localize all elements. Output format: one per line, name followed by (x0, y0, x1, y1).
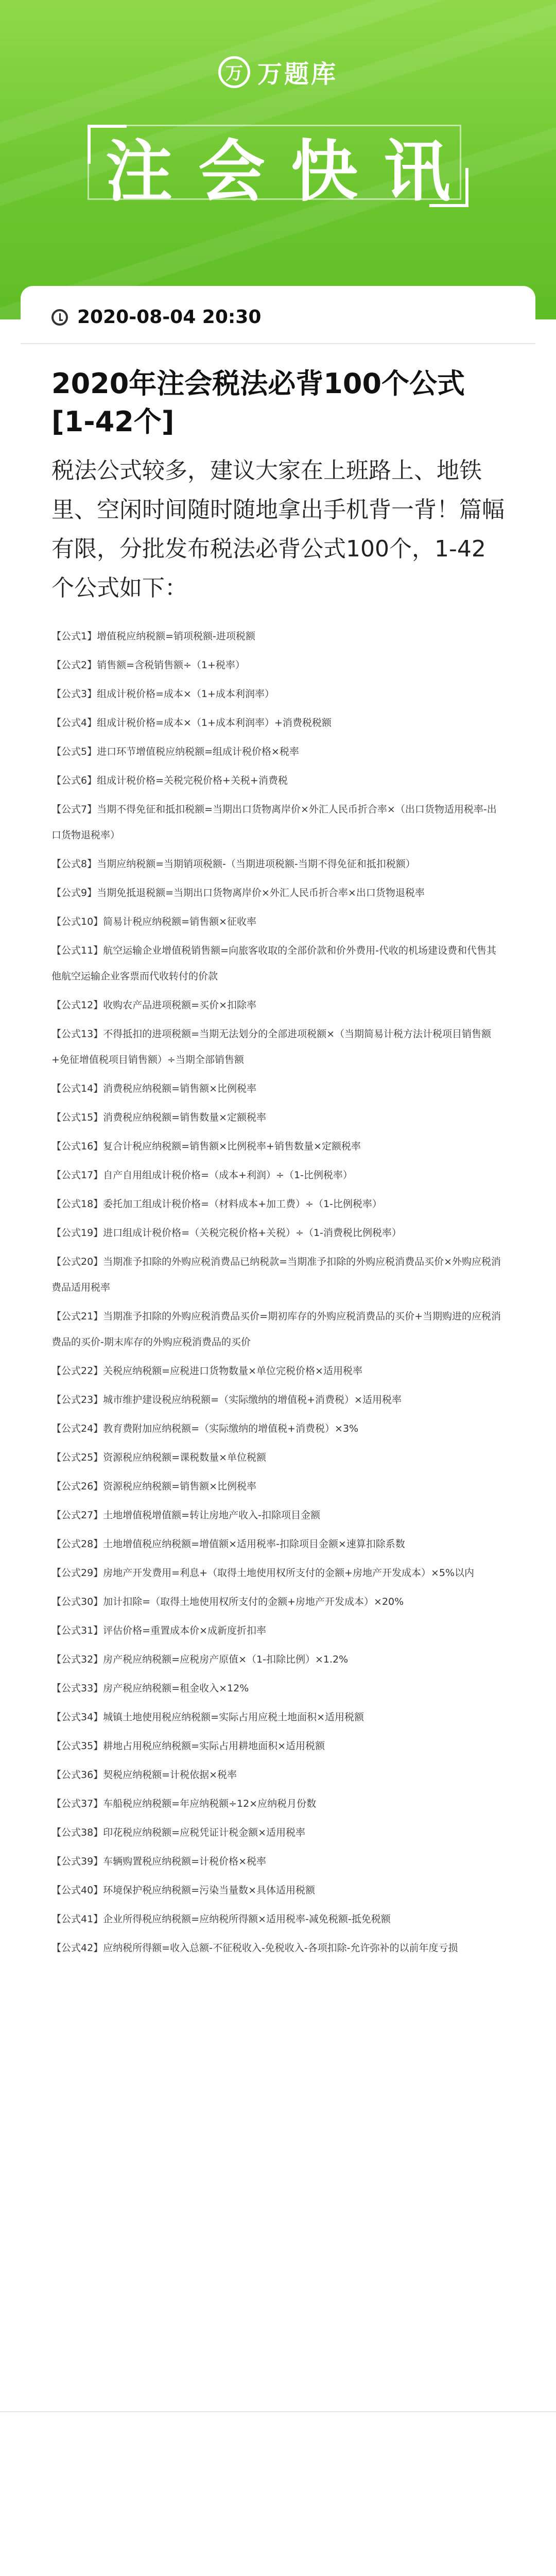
formula-item: 【公式17】自产自用组成计税价格=（成本+利润）÷（1-比例税率） (51, 1170, 353, 1181)
formula-item: 【公式36】契税应纳税额=计税依据×税率 (51, 1769, 237, 1781)
title-char: 讯 (383, 132, 450, 211)
formula-item: 【公式34】城镇土地使用税应纳税额=实际占用应税土地面积×适用税额 (51, 1711, 364, 1723)
formula-item: 【公式37】车船税应纳税额=年应纳税额÷12×应纳税月份数 (51, 1798, 317, 1809)
header-banner (0, 0, 556, 319)
formula-item: 【公式27】土地增值税增值额=转让房地产收入-扣除项目金额 (51, 1510, 320, 1521)
title-corner (429, 168, 468, 207)
formula-item: 【公式11】航空运输企业增值税销售额=向旅客收取的全部价款和价外费用-代收的机场建设费和代售其他航空运输企业客票而代收转付的价款 (51, 945, 496, 982)
formula-item: 【公式38】印花税应纳税额=应税凭证计税金额×适用税率 (51, 1827, 306, 1838)
publish-date: 2020-08-04 20:30 (77, 307, 262, 328)
formula-item: 【公式22】关税应纳税额=应税进口货物数量×单位完税价格×适用税率 (51, 1365, 362, 1377)
formula-item: 【公式18】委托加工组成计税价格=（材料成本+加工费）÷（1-比例税率） (51, 1198, 382, 1210)
formula-item: 【公式1】增值税应纳税额=销项税额-进项税额 (51, 631, 255, 642)
formula-item: 【公式20】当期准予扣除的外购应税消费品已纳税款=当期准予扣除的外购应税消费品买价×外购应税消费品适用税率 (51, 1256, 501, 1293)
formula-item: 【公式39】车辆购置税应纳税额=计税价格×税率 (51, 1856, 267, 1867)
formula-item: 【公式41】企业所得税应纳税额=应纳税所得额×适用税率-减免税额-抵免税额 (51, 1913, 391, 1925)
formula-item: 【公式21】当期准予扣除的外购应税消费品买价=期初库存的外购应税消费品的买价+当期购进的应税消费品的买价-期末库存的外购应税消费品的买价 (51, 1311, 501, 1348)
formula-item: 【公式7】当期不得免征和抵扣税额=当期出口货物离岸价×外汇人民币折合率×（出口货物适用税率-出口货物退税率） (51, 804, 497, 841)
article-card (21, 286, 535, 2576)
banner-title (93, 130, 463, 211)
title-corner (88, 125, 127, 164)
title-char: 快 (290, 132, 358, 211)
formula-item: 【公式16】复合计税应纳税额=销售额×比例税率+销售数量×定额税率 (51, 1141, 361, 1152)
formula-item: 【公式28】土地增值税应纳税额=增值额×适用税率-扣除项目金额×速算扣除系数 (51, 1538, 405, 1550)
footer-divider (0, 2411, 556, 2412)
formula-item: 【公式14】消费税应纳税额=销售额×比例税率 (51, 1083, 257, 1094)
formula-item: 【公式13】不得抵扣的进项税额=当期无法划分的全部进项税额×（当期简易计税方法计税项目销售额+免征增值税项目销售额）÷当期全部销售额 (51, 1028, 492, 1065)
formula-item: 【公式9】当期免抵退税额=当期出口货物离岸价×外汇人民币折合率×出口货物退税率 (51, 887, 425, 899)
formula-item: 【公式32】房产税应纳税额=应税房产原值×（1-扣除比例）×1.2% (51, 1654, 349, 1665)
title-char: 会 (198, 132, 265, 211)
formula-item: 【公式19】进口组成计税价格=（关税完税价格+关税）÷（1-消费税比例税率） (51, 1227, 402, 1239)
formula-item: 【公式12】收购农产品进项税额=买价×扣除率 (51, 999, 257, 1011)
logo-icon: 万 (218, 56, 250, 88)
article-title: 2020年注会税法必背100个公式[1-42个] (51, 367, 465, 438)
formula-item: 【公式6】组成计税价格=关税完税价格+关税+消费税 (51, 775, 288, 786)
formula-item: 【公式15】消费税应纳税额=销售数量×定额税率 (51, 1112, 267, 1123)
formula-item: 【公式3】组成计税价格=成本×（1+成本利润率） (51, 688, 274, 700)
formula-item: 【公式26】资源税应纳税额=销售额×比例税率 (51, 1481, 257, 1492)
formula-item: 【公式30】加计扣除=（取得土地使用权所支付的金额+房地产开发成本）×20% (51, 1596, 404, 1607)
formula-item: 【公式40】环境保护税应纳税额=污染当量数×具体适用税额 (51, 1885, 316, 1896)
formula-item: 【公式10】简易计税应纳税额=销售额×征收率 (51, 916, 257, 927)
formula-item: 【公式4】组成计税价格=成本×（1+成本利润率）+消费税税额 (51, 717, 332, 728)
header-logo (0, 54, 556, 90)
article-intro: 税法公式较多，建议大家在上班路上、地铁里、空闲时间随时随地拿出手机背一背！篇幅有限，分批发布税法必背公式100个，1-42个公式如下： (51, 457, 505, 601)
formula-list (21, 608, 535, 1961)
formula-item: 【公式29】房地产开发费用=利息+（取得土地使用权所支付的金额+房地产开发成本）×5%以内 (51, 1567, 475, 1579)
formula-item: 【公式35】耕地占用税应纳税额=实际占用耕地面积×适用税额 (51, 1740, 325, 1752)
formula-item: 【公式2】销售额=含税销售额÷（1+税率） (51, 659, 245, 671)
brand-name: 万题库 (257, 60, 338, 89)
formula-item: 【公式5】进口环节增值税应纳税额=组成计税价格×税率 (51, 746, 299, 757)
formula-item: 【公式33】房产税应纳税额=租金收入×12% (51, 1683, 249, 1694)
formula-item: 【公式8】当期应纳税额=当期销项税额-（当期进项税额-当期不得免征和抵扣税额） (51, 858, 415, 870)
formula-item: 【公式24】教育费附加应纳税额=（实际缴纳的增值税+消费税）×3% (51, 1423, 359, 1434)
publish-date-row (21, 286, 535, 328)
formula-item: 【公式25】资源税应纳税额=课税数量×单位税额 (51, 1452, 267, 1463)
clock-icon (51, 309, 68, 326)
formula-item: 【公式42】应纳税所得额=收入总额-不征税收入-免税收入-各项扣除-允许弥补的以前年度亏损 (51, 1942, 458, 1954)
formula-item: 【公式23】城市维护建设税应纳税额=（实际缴纳的增值税+消费税）×适用税率 (51, 1394, 402, 1405)
title-char: 注 (105, 132, 172, 211)
formula-item: 【公式31】评估价格=重置成本价×成新度折扣率 (51, 1625, 267, 1636)
title-frame (88, 125, 461, 200)
